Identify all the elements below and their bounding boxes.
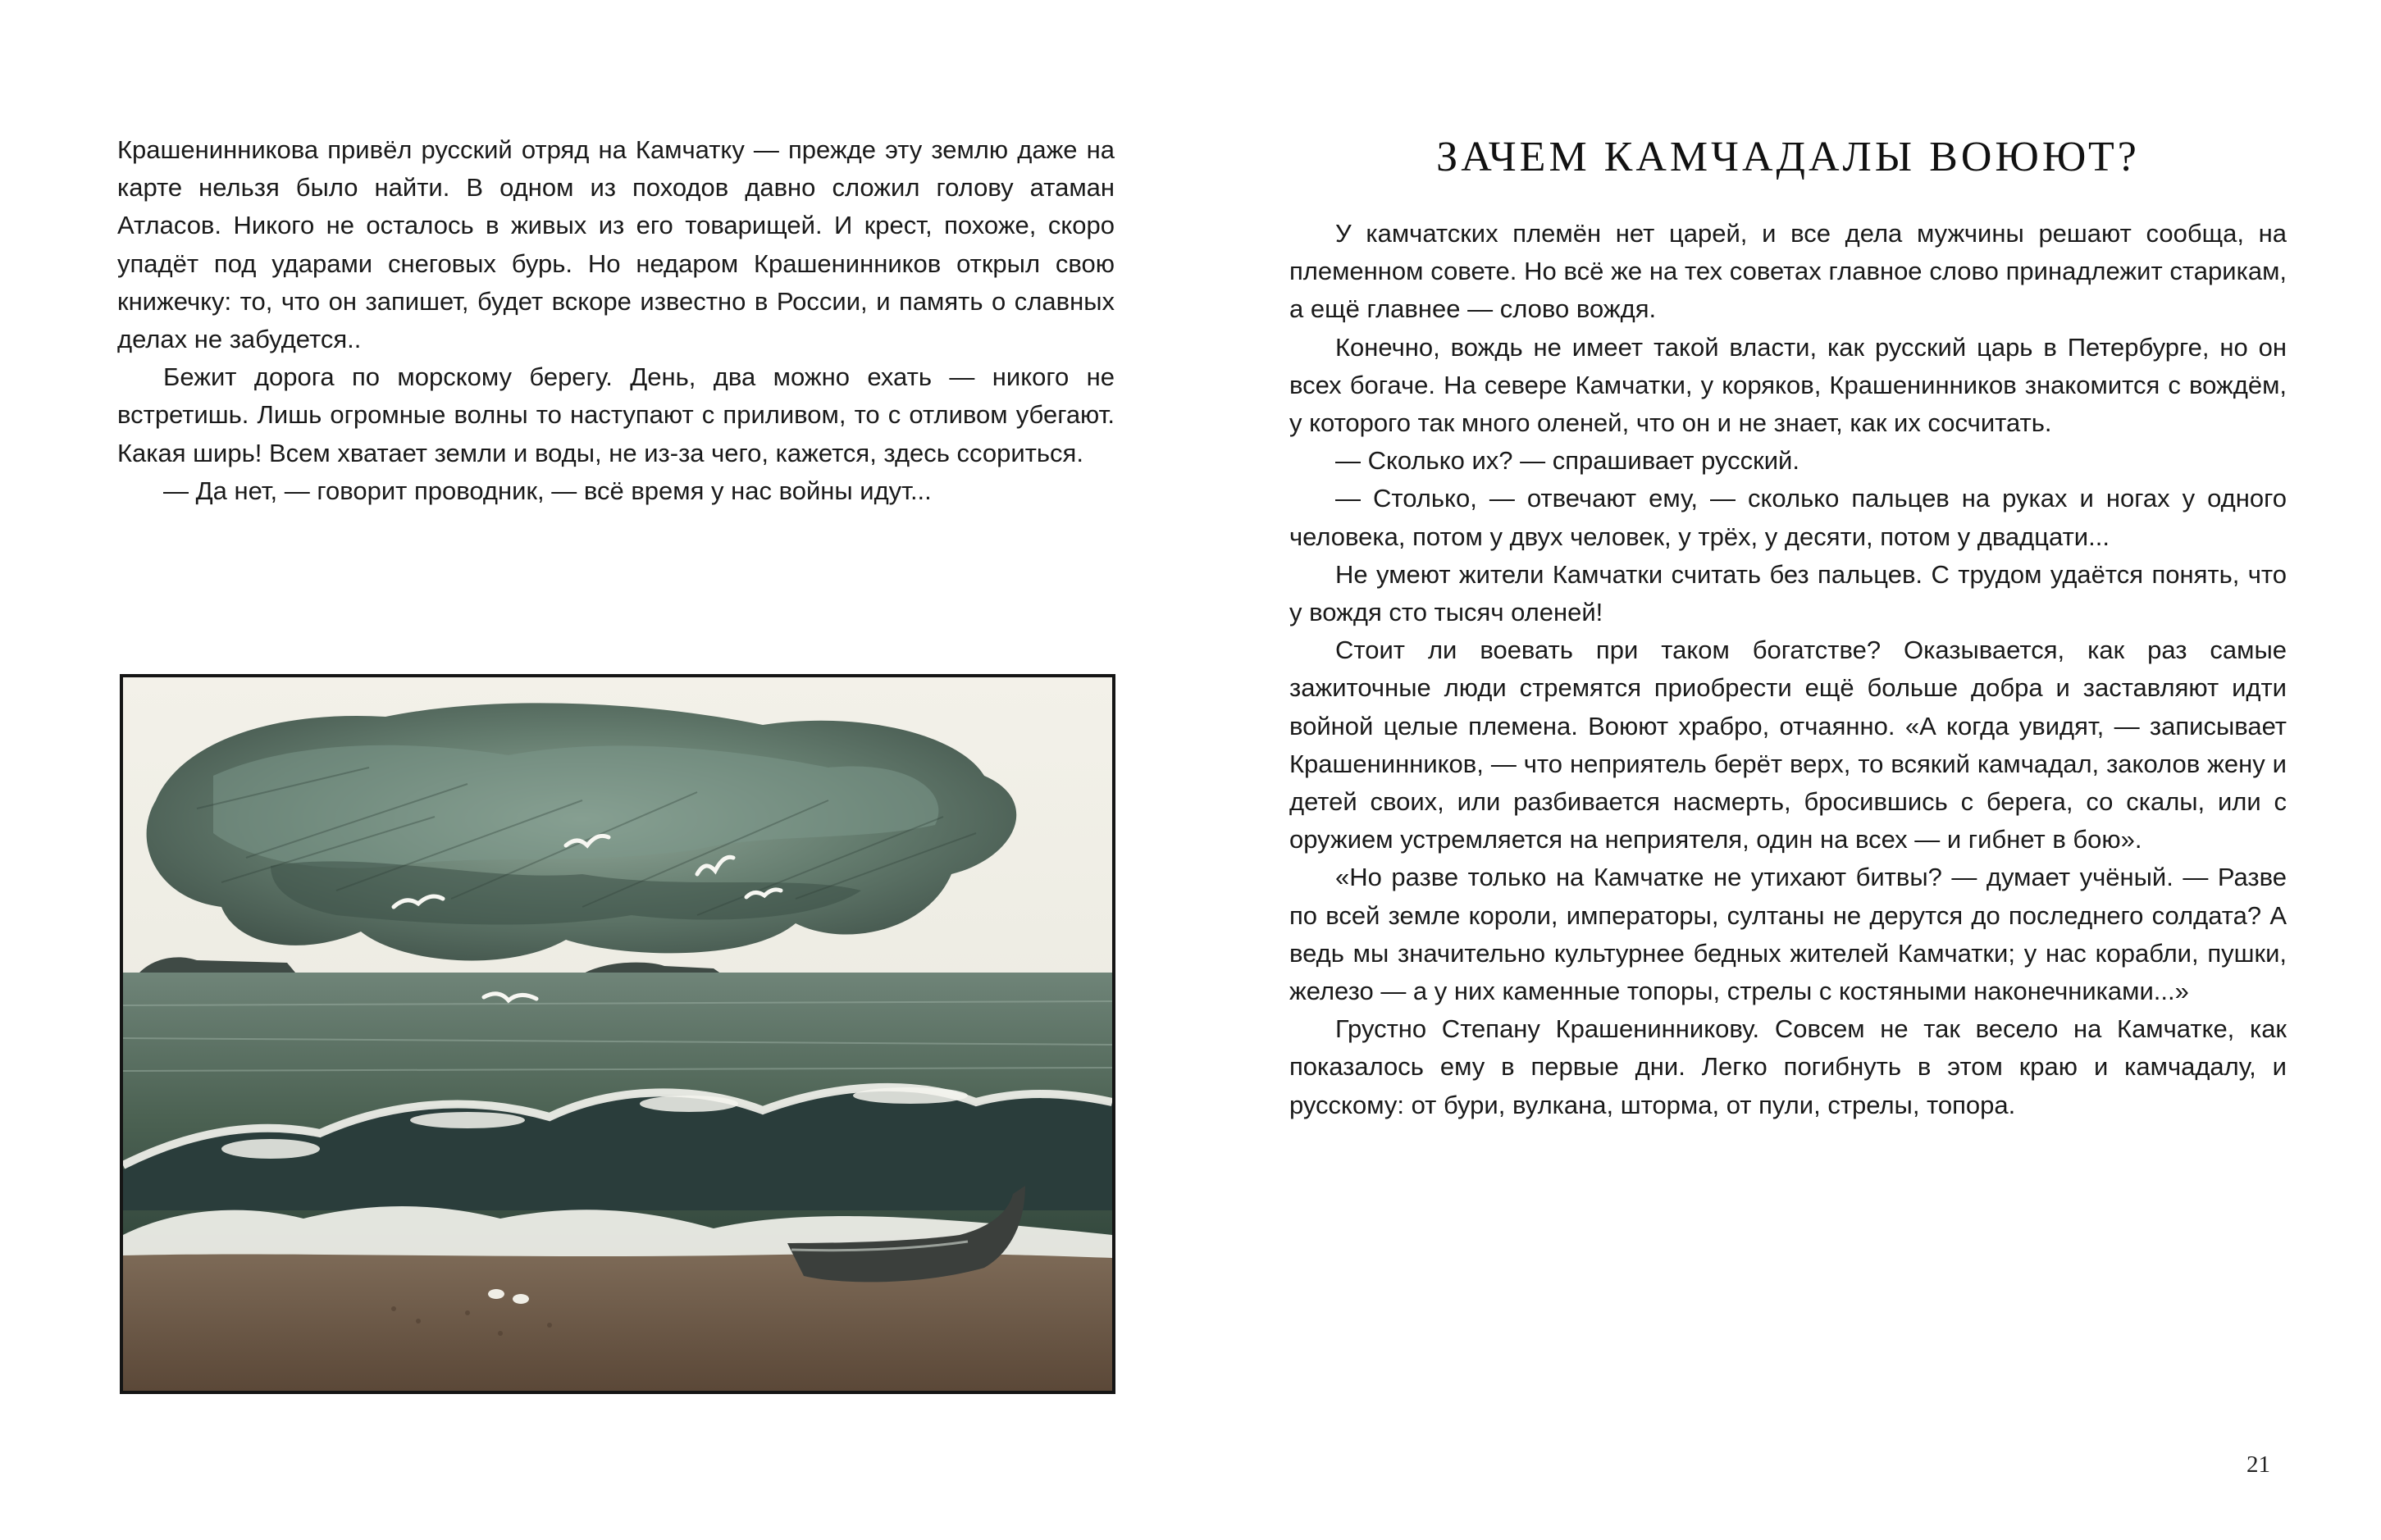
sea-illustration (120, 674, 1115, 1394)
paragraph: Не умеют жители Камчатки считать без пальцев. С трудом удаётся понять, что у вождя сто тысяч оленей! (1289, 559, 2287, 627)
paragraph: «Но разве только на Камчатке не утихают битвы? — думает учёный. — Разве по всей земле короли, императоры, султаны не дерутся до последнего солдата? А ведь мы значительно культурнее бедных жителей Камчатки; у нас корабли, пушки, железо — а у них каменные топоры, стрелы с костяными наконечниками...» (1289, 863, 2287, 1006)
right-page-text (1289, 215, 2287, 1124)
chapter-title: ЗАЧЕМ КАМЧАДАЛЫ ВОЮЮТ? (1436, 134, 2140, 180)
left-page (0, 0, 1190, 1540)
paragraph: — Да нет, — говорит проводник, — всё время у нас войны идут... (163, 476, 932, 505)
paragraph: Конечно, вождь не имеет такой власти, как русский царь в Петербурге, но он всех богаче. На севере Камчатки, у коряков, Крашенинников знакомится с вождём, у которого так много оленей, что он и не знает, как их сосчитать. (1289, 332, 2287, 438)
paragraph: Крашенинникова привёл русский отряд на Камчатку — прежде эту землю даже на карте нельзя было найти. В одном из походов давно сложил голову атаман Атласов. Никого не осталось в живых из его товарищей. И крест, похоже, скоро упадёт под ударами снеговых бурь. Но недаром Крашенинников открыл свою книжечку: то, что он запишет, будет вскоре известно в России, и память о славных делах не забудется.. (117, 135, 1115, 354)
page-number: 21 (2246, 1451, 2270, 1478)
paragraph: Грустно Степану Крашенинникову. Совсем не так весело на Камчатке, как показалось ему в первые дни. Легко погибнуть в этом краю и камчадалу, и русскому: от бури, вулкана, шторма, от пули, стрелы, топора. (1289, 1014, 2287, 1119)
left-page-text (117, 131, 1115, 510)
paragraph: Бежит дорога по морскому берегу. День, два можно ехать — никого не встретишь. Лишь огромные волны то наступают с приливом, то с отливом убегают. Какая ширь! Всем хватает земли и воды, не из-за чего, кажется, здесь ссориться. (117, 362, 1115, 467)
stormy-sea-painting (123, 677, 1112, 1391)
paragraph: У камчатских племён нет царей, и все дела мужчины решают сообща, на племенном совете. Но всё же на тех советах главное слово принадлежит старикам, а ещё главнее — слово вождя. (1289, 219, 2287, 324)
right-page (1190, 0, 2381, 1540)
paragraph: — Столько, — отвечают ему, — сколько пальцев на руках и ногах у одного человека, потом у двух человек, у трёх, у десяти, потом у двадцати... (1289, 484, 2287, 551)
paragraph: Стоит ли воевать при таком богатстве? Оказывается, как раз самые зажиточные люди стремятся приобрести ещё больше добра и заставляют идти войной целые племена. Воюют храбро, отчаянно. «А когда увидят, — записывает Крашенинников, — что неприятель берёт верх, то всякий камчадал, заколов жену и детей своих, или разбивается насмерть, бросившись с берега, со скалы, или с оружием устремляется на неприятеля, один на всех — и гибнет в бою». (1289, 636, 2287, 854)
paragraph: — Сколько их? — спрашивает русский. (1335, 446, 1799, 476)
